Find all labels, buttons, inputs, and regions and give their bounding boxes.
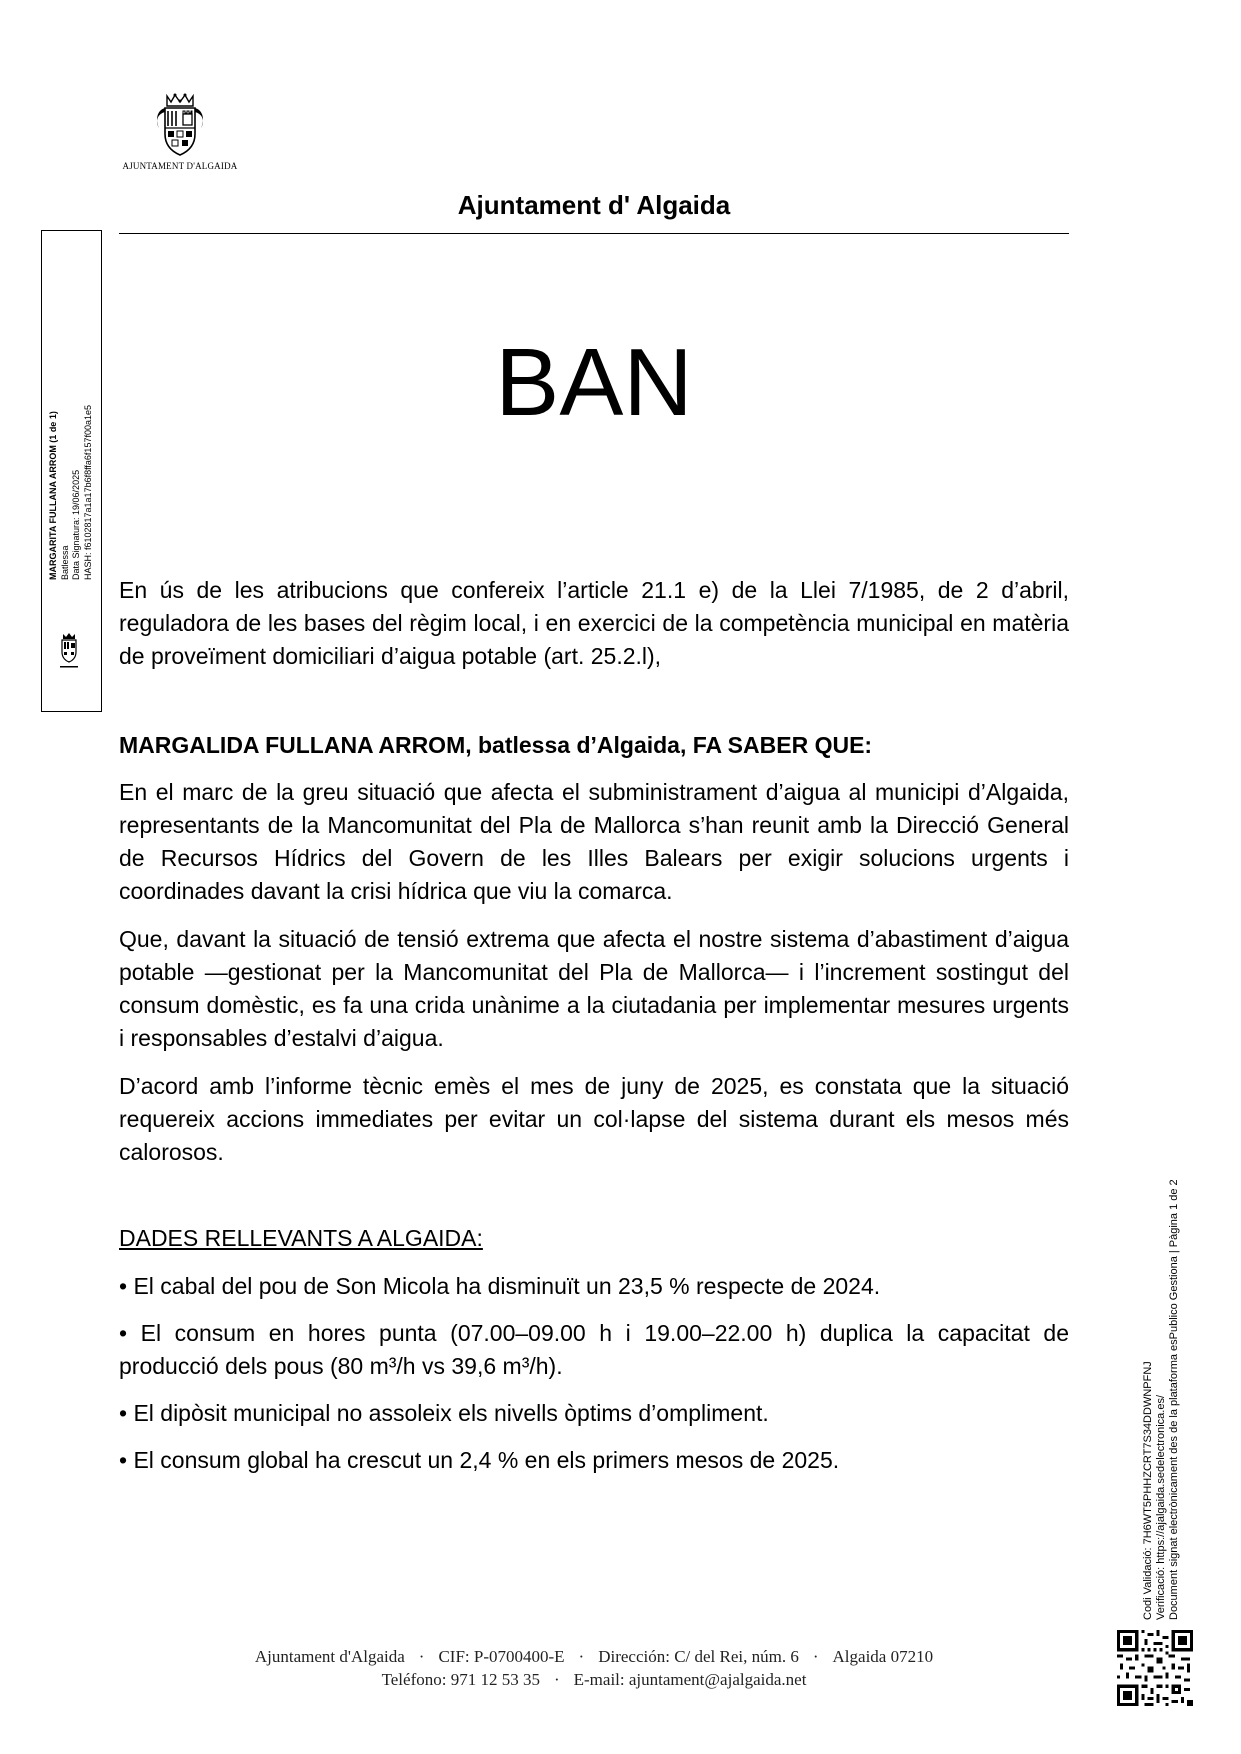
signature-date: Data Signatura: 19/06/2025 (71, 469, 81, 580)
footer-line-2: Teléfono: 971 12 53 35 · E-mail: ajuntament@ajalgaida.net (381, 1670, 807, 1689)
bullet-item: • El dipòsit municipal no assoleix els nivells òptims d’ompliment. (119, 1400, 769, 1426)
footer-cif: CIF: P-0700400-E (438, 1647, 565, 1666)
announcement: MARGALIDA FULLANA ARROM, batlessa d’Algaida, FA SABER QUE: (119, 732, 873, 758)
paragraph: D’acord amb l’informe tècnic emès el mes de juny de 2025, es constata que la situació requereix accions immediates per evitar un col·lapse del sistema durant els mesos més calorosos. (119, 1073, 1069, 1165)
footer-phone: Teléfono: 971 12 53 35 (381, 1670, 540, 1689)
intro-paragraph: En ús de les atribucions que confereix l’article 21.1 e) de la Llei 7/1985, de 2 d’abril, reguladora de les bases del règim local, i en exercici de la competència municipal en matèria de proveïment domiciliari d’aigua potable (art. 25.2.l), (119, 577, 1069, 669)
verification-link[interactable]: Verificació: https://ajalgaida.sedelectronica.es/ (1154, 1394, 1167, 1620)
header-rule (119, 233, 1069, 234)
footer-address: Dirección: C/ del Rei, núm. 6 (598, 1647, 799, 1666)
document-title: BAN (495, 329, 693, 436)
bullet-item: • El consum global ha crescut un 2,4 % en els primers mesos de 2025. (119, 1447, 840, 1473)
signature-hash: HASH: f6102817a1a17b6f8ffa6f157f00a1e5 (82, 405, 93, 580)
signer-role: Batlessa (59, 545, 70, 580)
paragraph: En el marc de la greu situació que afecta el subministrament d’aigua al municipi d’Algaida, representants de la Mancomunitat del Pla de Mallorca s’han reunit amb la Direcció General de Recursos Hídrics del Govern de les Illes Balears per exigir solucions urgents i coordinades davant la crisi hídrica que viu la comarca. (119, 779, 1069, 904)
signature-seal-icon (58, 632, 80, 672)
paragraph: Que, davant la situació de tensió extrema que afecta el nostre sistema d’abastiment d’aigua potable —gestionat per la Mancomunitat del Pla de Mallorca— i l’increment sostingut del consum domèstic, es fa una crida unànime a la ciutadania per implementar mesures urgents i responsables d’estalvi d’aigua. (119, 926, 1069, 1051)
bullet-item: • El cabal del pou de Son Micola ha disminuït un 23,5 % respecte de 2024. (119, 1273, 881, 1299)
page-footer (119, 1645, 1069, 1691)
signature-platform-note: Document signat electrònicament des de la plataforma esPublico Gestiona | Pàgina 1 de 2 (1167, 1179, 1180, 1620)
footer-org: Ajuntament d'Algaida (254, 1647, 405, 1666)
signer-name: MARGARITA FULLANA ARROM (1 de 1) (48, 411, 58, 580)
logo-caption: AJUNTAMENT D'ALGAIDA (122, 161, 238, 171)
header-title: Ajuntament d' Algaida (457, 190, 731, 220)
footer-email[interactable]: E-mail: ajuntament@ajalgaida.net (573, 1670, 807, 1689)
validation-code: Codi Validació: 7H6WT5PHHZCRT7S34DDWNPFNJ (1142, 1361, 1154, 1620)
validation-info (1142, 1100, 1180, 1620)
qr-code-icon[interactable] (1117, 1630, 1193, 1706)
bullet-item: • El consum en hores punta (07.00–09.00 h i 19.00–22.00 h) duplica la capacitat de producció dels pous (80 m³/h vs 39,6 m³/h). (119, 1320, 1069, 1379)
coat-of-arms-icon (151, 92, 209, 158)
footer-city: Algaida 07210 (832, 1647, 934, 1666)
signature-info (48, 180, 94, 580)
document-body (119, 574, 1069, 1491)
municipal-logo (115, 92, 245, 171)
section-heading: DADES RELLEVANTS A ALGAIDA: (119, 1225, 483, 1251)
footer-line-1: Ajuntament d'Algaida · CIF: P-0700400-E · Dirección: C/ del Rei, núm. 6 · Algaida 07210 (254, 1647, 934, 1666)
